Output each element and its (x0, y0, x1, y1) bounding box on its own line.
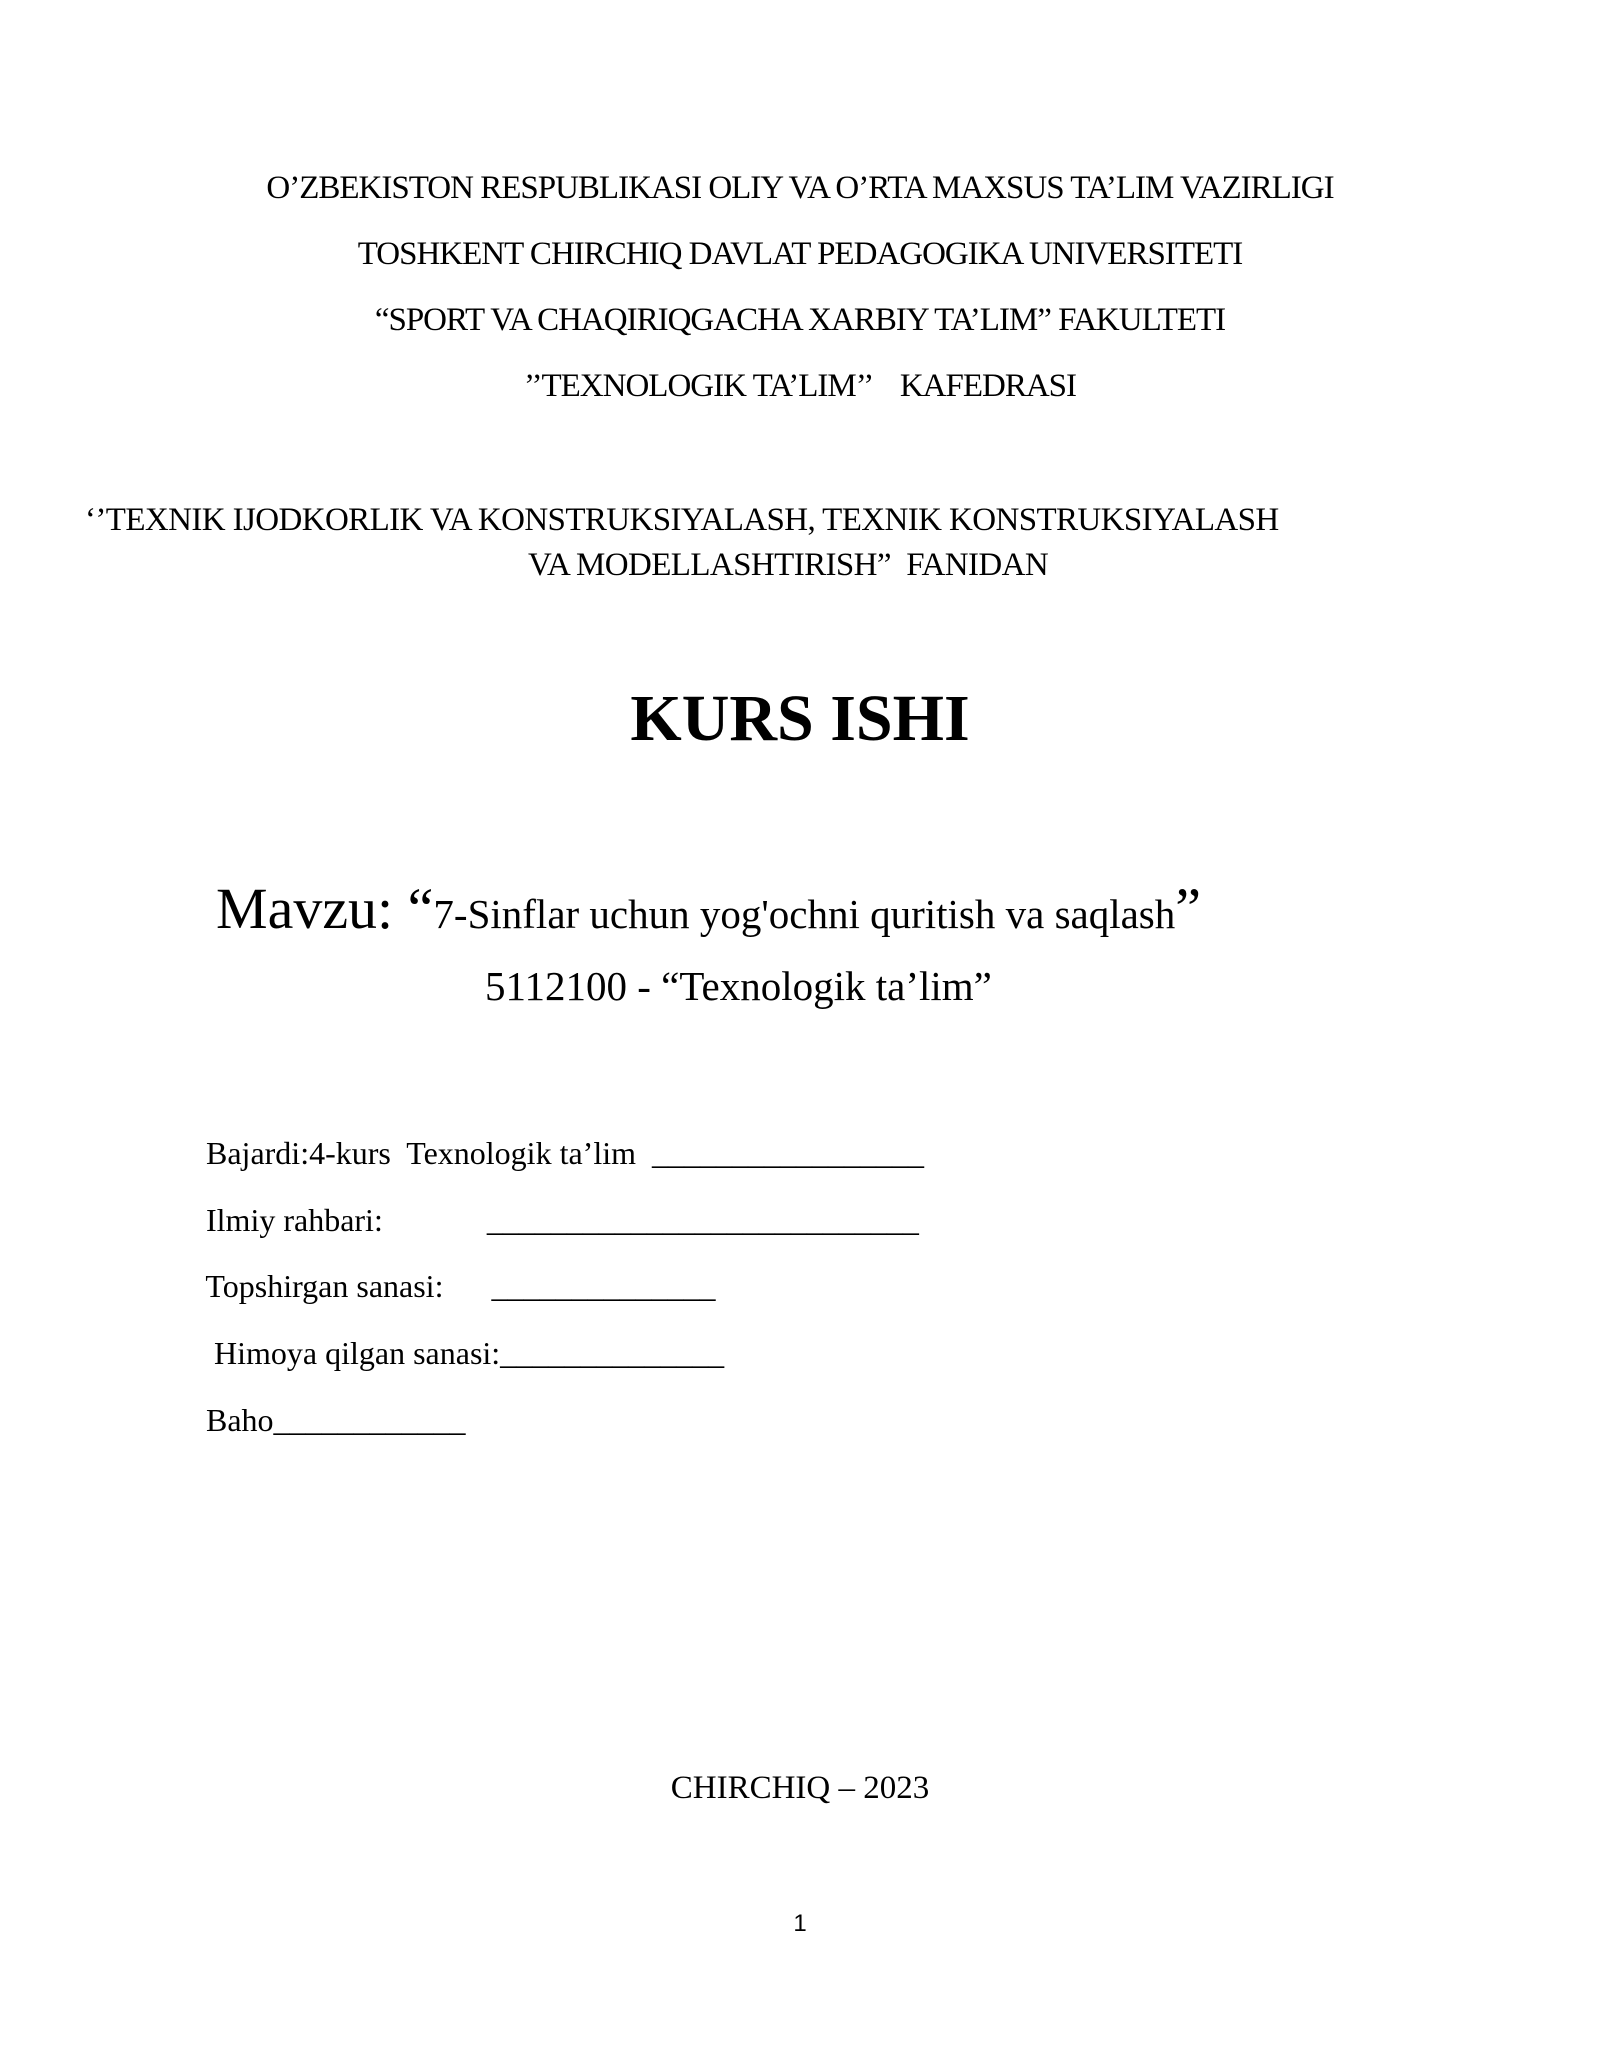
topic-label: Mavzu: “ (216, 876, 434, 941)
faculty-heading: “SPORT VA CHAQIRIQGACHA XARBIY TA’LIM” FAKULTETI (374, 302, 1226, 338)
ministry-heading: O’ZBEKISTON RESPUBLIKASI OLIY VA O’RTA MAXSUS TA’LIM VAZIRLIGI (266, 170, 1334, 206)
subject-line-1: ‘’TEXNIK IJODKORLIK VA KONSTRUKSIYALASH, TEXNIK KONSTRUKSIYALASH (85, 502, 1279, 538)
form-field-supervisor (190, 1172, 919, 1236)
document-title: KURS ISHI (630, 682, 970, 755)
topic-close-quote: ” (1175, 876, 1202, 941)
page-number: 1 (793, 1910, 807, 1937)
city-year: CHIRCHIQ – 2023 (670, 1770, 930, 1806)
field-label: Himoya qilgan sanasi: (206, 1335, 501, 1371)
form-field-submitted-date (190, 1238, 715, 1302)
subject-line-2: VA MODELLASHTIRISH” FANIDAN (528, 547, 1049, 583)
field-label: Topshirgan sanasi: (205, 1268, 492, 1304)
field-label: Bajardi:4-kurs Texnologik ta’lim (206, 1135, 652, 1171)
department-heading: ’’TEXNOLOGIK TA’LIM’’ KAFEDRASI (523, 368, 1077, 404)
topic-line (208, 864, 1202, 941)
form-field-grade (190, 1372, 466, 1436)
field-label: Baho (206, 1402, 274, 1438)
field-label: Ilmiy rahbari: (206, 1202, 487, 1238)
field-blank[interactable]: ______________ (491, 1268, 716, 1304)
field-blank[interactable]: ______________ (500, 1335, 725, 1371)
topic-text: 7-Sinflar uchun yog'ochni quritish va saqlash (433, 891, 1176, 937)
field-blank[interactable]: ____________ (273, 1402, 466, 1438)
university-heading: TOSHKENT CHIRCHIQ DAVLAT PEDAGOGIKA UNIVERSITETI (357, 236, 1243, 272)
specialty-code: 5112100 - “Texnologik ta’lim” (485, 963, 992, 1009)
field-blank[interactable]: _________________ (651, 1135, 924, 1171)
form-field-author (190, 1105, 924, 1169)
form-field-defense-date (190, 1305, 724, 1369)
field-blank[interactable]: ___________________________ (486, 1202, 919, 1238)
